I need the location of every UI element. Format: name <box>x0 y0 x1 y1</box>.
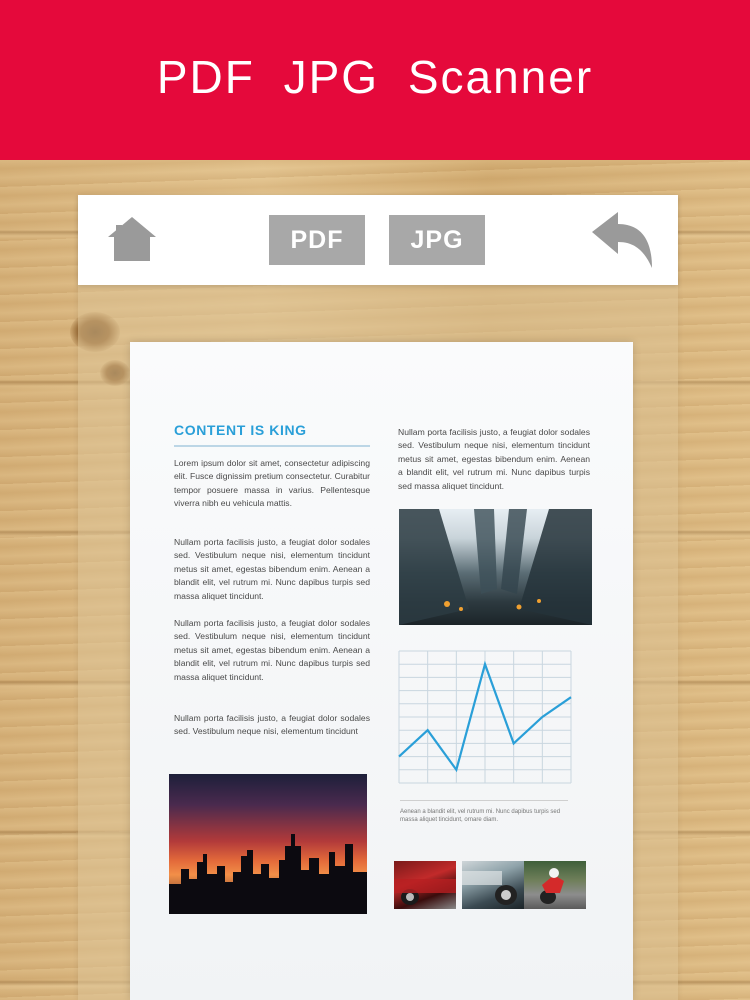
vintage-car-photo <box>462 861 524 909</box>
left-paragraph: Nullam porta facilisis justo, a feugiat dolor sodales sed. Vestibulum neque nisi, elementum tincidunt metus sit amet, egestas bibendum enim. Aenean a blandit elit, vel rutrum mi. Nunc dapibus turpis sed massa aliquet tincidunt. <box>174 618 370 682</box>
line-chart <box>395 647 575 787</box>
red-car-photo <box>394 861 456 909</box>
right-paragraph: Nullam porta facilisis justo, a feugiat dolor sodales sed. Vestibulum neque nisi, elementum tincidunt metus sit amet, egestas bibendum enim. Aenean a blandit elit, vel rutrum mi. Nunc dapibus turpis sed massa aliquet tincidunt. <box>398 427 590 491</box>
app-header <box>0 0 750 160</box>
document-heading: CONTENT IS KING <box>174 422 307 438</box>
jpg-button[interactable]: JPG <box>389 215 485 265</box>
heading-divider <box>174 445 370 447</box>
caption-divider <box>400 800 568 801</box>
scanned-document[interactable] <box>130 342 633 1000</box>
app-title: PDF JPG Scanner <box>156 51 594 103</box>
chart-caption: Aenean a blandit elit, vel rutrum mi. Nunc dapibus turpis sed massa aliquet tincidunt, ornare diam. <box>400 809 561 823</box>
left-paragraph: Nullam porta facilisis justo, a feugiat dolor sodales sed. Vestibulum neque nisi, elementum tincidunt <box>174 713 370 737</box>
toolbar <box>78 195 678 285</box>
pdf-button[interactable]: PDF <box>269 215 365 265</box>
skyscrapers-photo <box>399 509 592 625</box>
left-paragraph: Nullam porta facilisis justo, a feugiat dolor sodales sed. Vestibulum neque nisi, elementum tincidunt metus sit amet, egestas bibendum enim. Aenean a blandit elit, vel rutrum mi. Nunc dapibus turpis sed massa aliquet tincidunt. <box>174 537 370 601</box>
home-icon[interactable] <box>106 215 158 263</box>
city-sunset-photo <box>169 774 367 914</box>
motorcycle-photo <box>524 861 586 909</box>
left-paragraph: Lorem ipsum dolor sit amet, consectetur adipiscing elit. Fusce dignissim pretium consectetur. Curabitur tempor posuere massa in varius. Pellentesque viverra nibh eu vehicula mattis. <box>174 458 370 509</box>
undo-arrow-icon[interactable] <box>590 210 656 270</box>
